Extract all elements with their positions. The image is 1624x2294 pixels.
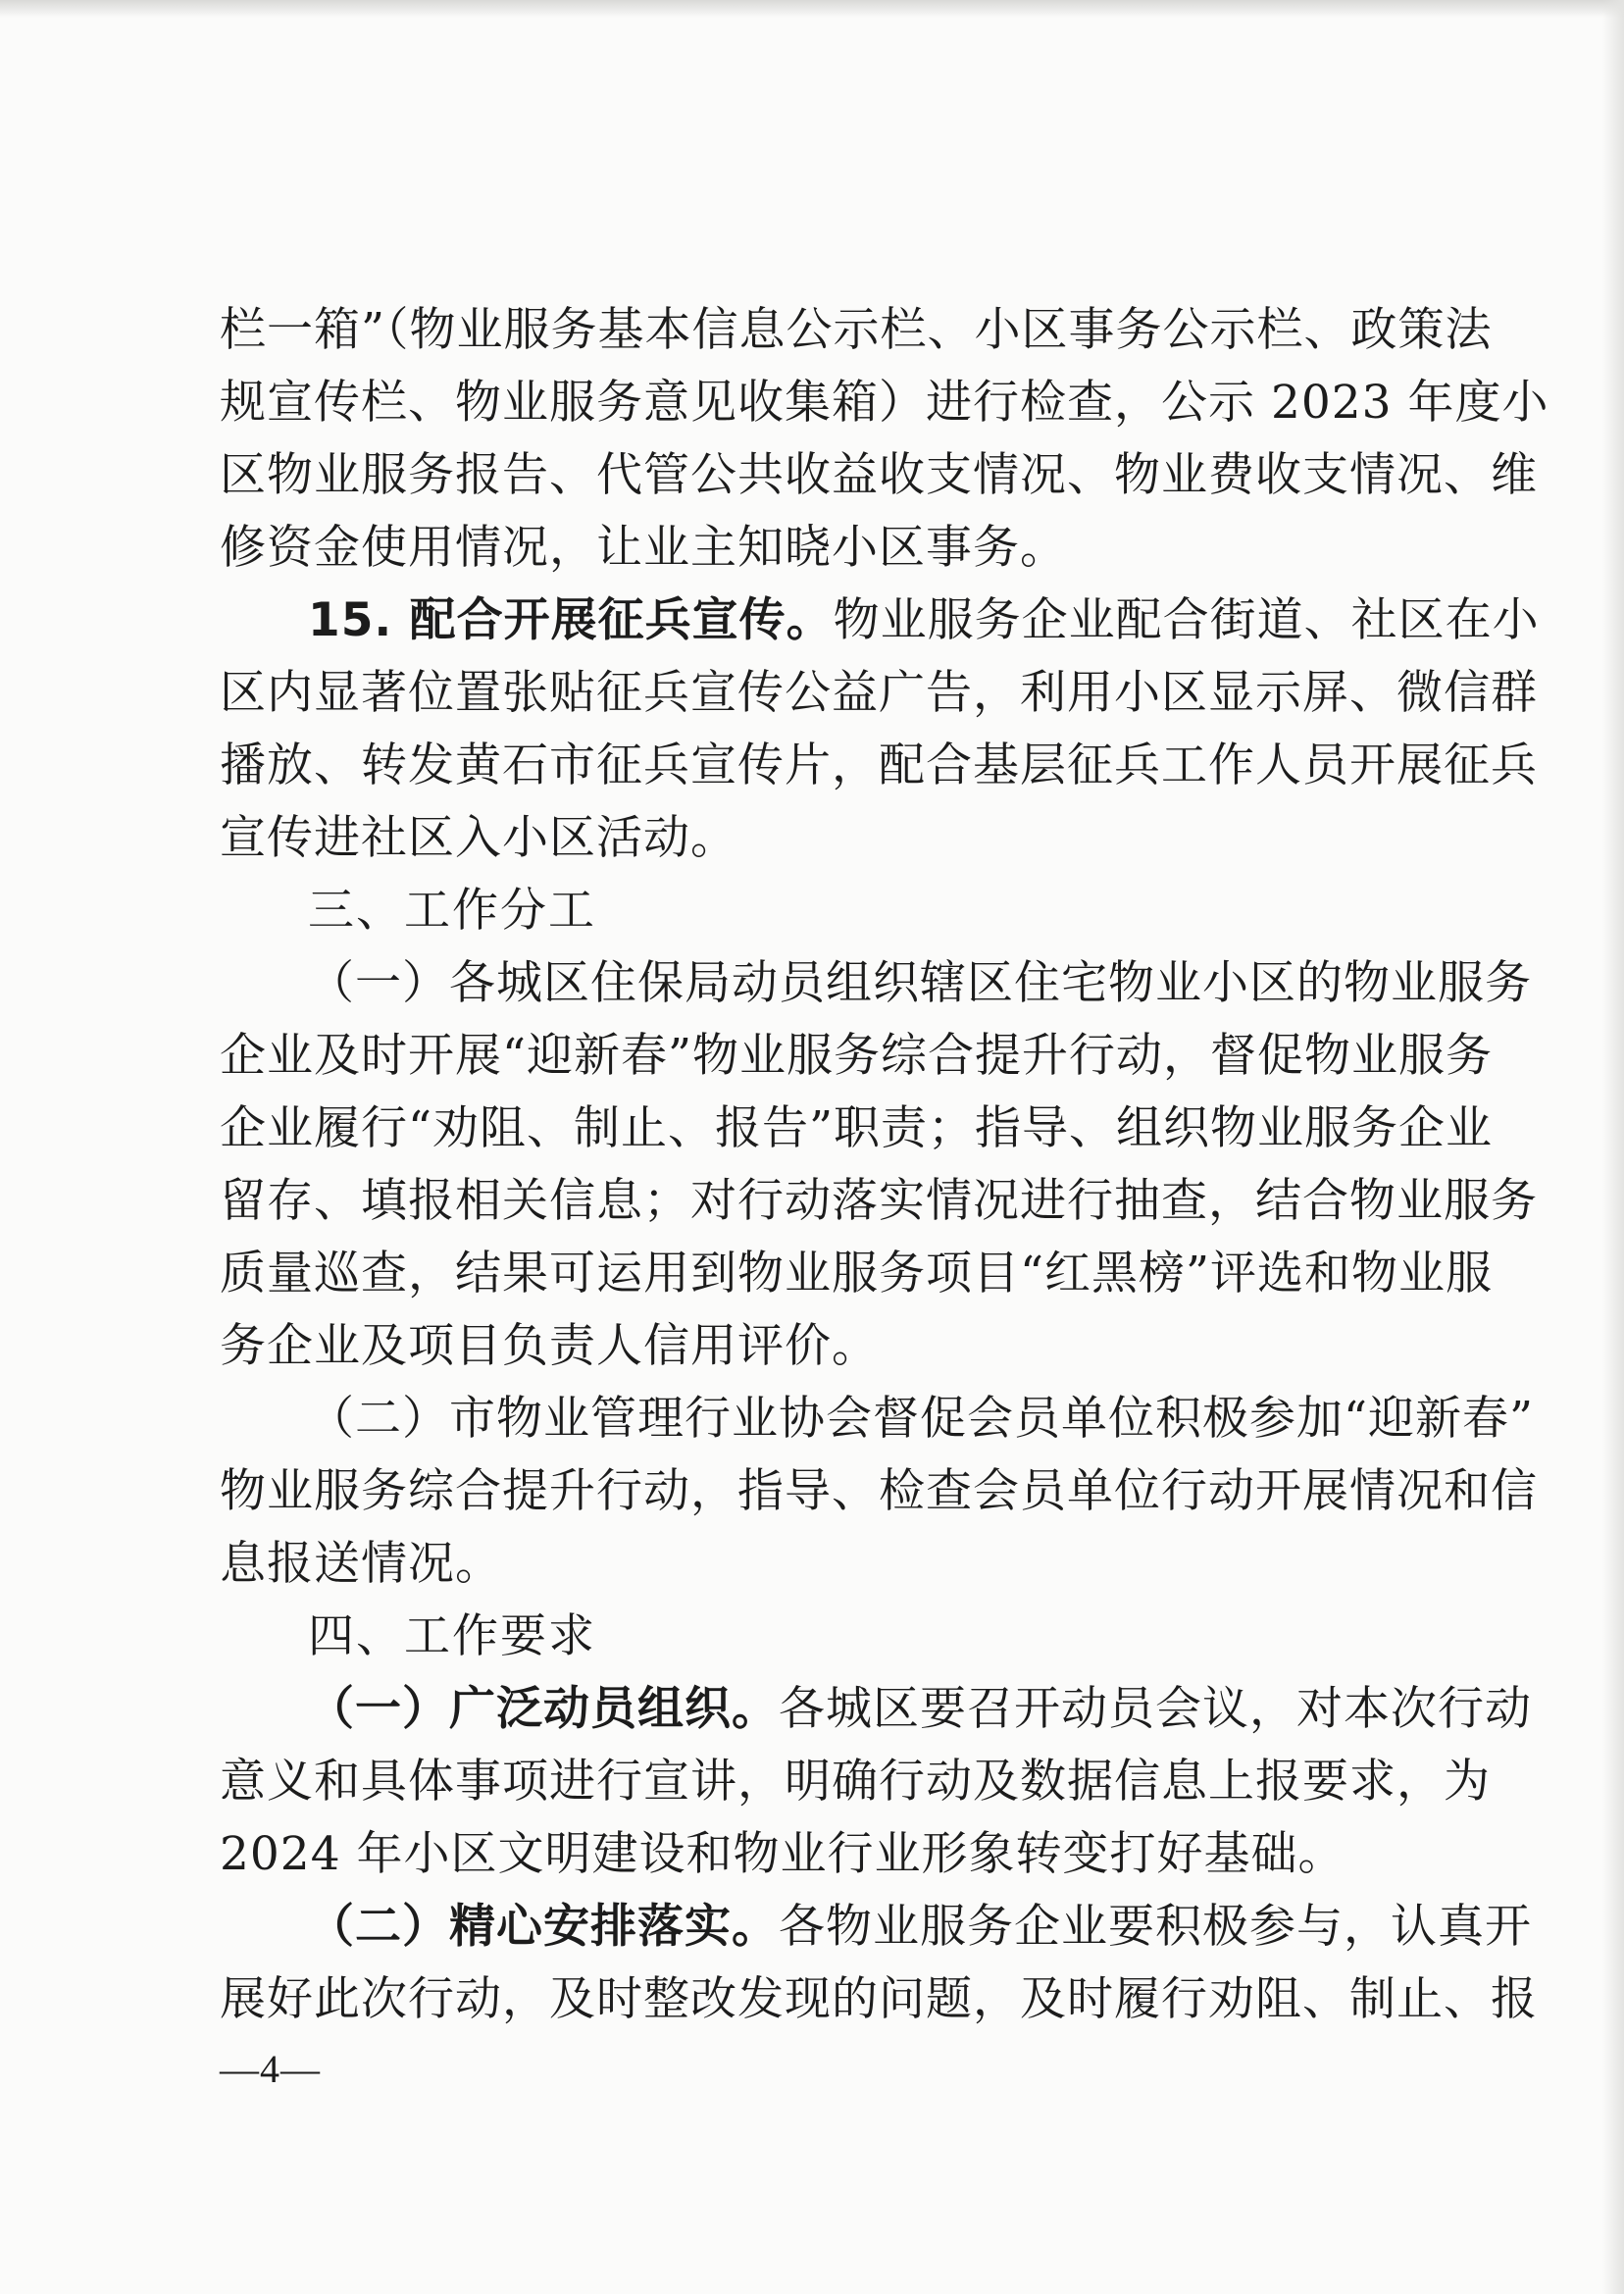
section-3-para-1-line: 质量巡查，结果可运用到物业服务项目“红黑榜”评选和物业服	[220, 1247, 1494, 1300]
body-line: 栏一箱”（物业服务基本信息公示栏、小区事务公示栏、政策法	[220, 303, 1493, 357]
scan-shadow-top	[0, 0, 1624, 18]
section-3-para-2-line: （二）市物业管理行业协会督促会员单位积极参加“迎新春”	[308, 1392, 1535, 1446]
section-4-item-1-text: 各城区要召开动员会议，对本次行动	[779, 1682, 1532, 1736]
body-line: 修资金使用情况，让业主知晓小区事务。	[220, 521, 1067, 575]
item-15-line: 宣传进社区入小区活动。	[220, 811, 737, 865]
body-line: 规宣传栏、物业服务意见收集箱）进行检查，公示 2023 年度小	[220, 376, 1549, 430]
section-3-heading: 三、工作分工	[308, 884, 596, 938]
page-number: —4—	[220, 2047, 321, 2091]
section-4-item-1-title: （一）广泛动员组织。	[308, 1682, 779, 1736]
section-3-para-1-line: 企业及时开展“迎新春”物业服务综合提升行动，督促物业服务	[220, 1029, 1494, 1083]
section-3-para-1-line: 务企业及项目负责人信用评价。	[220, 1319, 879, 1373]
section-4-item-1-line: 意义和具体事项进行宣讲，明确行动及数据信息上报要求，为	[220, 1755, 1491, 1809]
section-4-item-1-first-line	[220, 1673, 1532, 1746]
item-15-line: 区内显著位置张贴征兵宣传公益广告，利用小区显示屏、微信群	[220, 666, 1538, 720]
section-3-para-1-line: 企业履行“劝阻、制止、报告”职责；指导、组织物业服务企业	[220, 1101, 1494, 1155]
section-4-item-2-title: （二）精心安排落实。	[308, 1900, 779, 1954]
item-15-text: 物业服务企业配合街道、社区在小	[833, 593, 1540, 647]
section-4-item-2-line: 展好此次行动，及时整改发现的问题，及时履行劝阻、制止、报	[220, 1972, 1538, 2026]
section-3-para-2-line: 息报送情况。	[220, 1537, 502, 1591]
body-line: 区物业服务报告、代管公共收益收支情况、物业费收支情况、维	[220, 448, 1538, 502]
item-15-first-line	[220, 585, 1540, 657]
scan-shadow-right	[1602, 0, 1624, 2294]
item-15-title: 15. 配合开展征兵宣传。	[308, 593, 834, 647]
section-4-item-2-first-line	[220, 1891, 1532, 1963]
section-4-item-1-line: 2024 年小区文明建设和物业行业形象转变打好基础。	[220, 1827, 1345, 1881]
section-3-para-2-line: 物业服务综合提升行动，指导、检查会员单位行动开展情况和信	[220, 1464, 1538, 1518]
section-4-item-2-text: 各物业服务企业要积极参与，认真开	[779, 1900, 1532, 1954]
document-body	[220, 294, 1549, 2036]
section-3-para-1-line: 留存、填报相关信息；对行动落实情况进行抽查，结合物业服务	[220, 1174, 1538, 1228]
item-15-line: 播放、转发黄石市征兵宣传片，配合基层征兵工作人员开展征兵	[220, 739, 1538, 792]
section-4-heading: 四、工作要求	[308, 1609, 596, 1663]
section-3-para-1-line: （一）各城区住保局动员组织辖区住宅物业小区的物业服务	[308, 956, 1532, 1010]
